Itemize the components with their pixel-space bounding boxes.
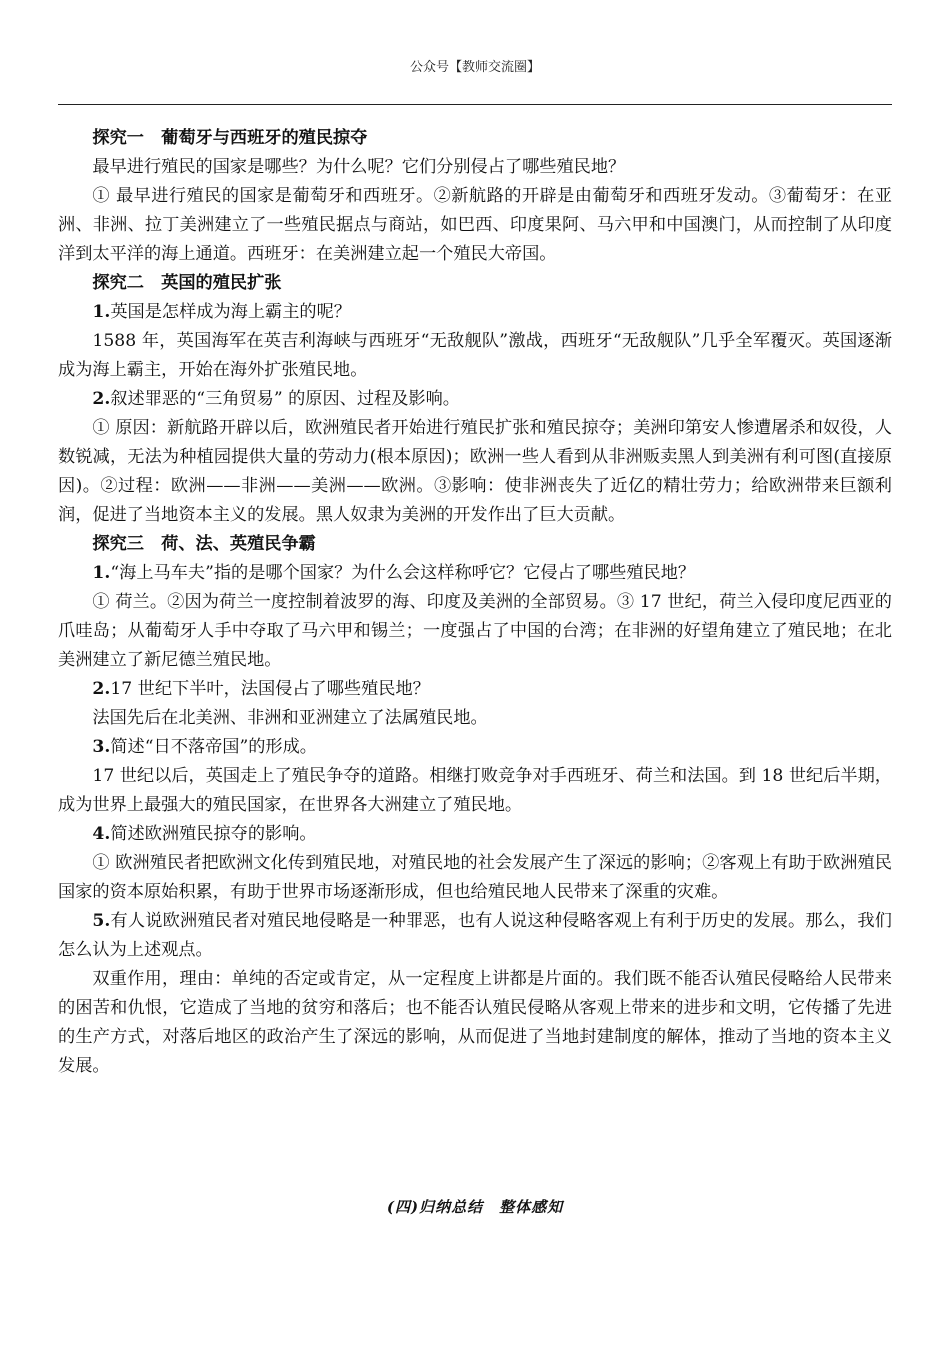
question-text: 英国是怎样成为海上霸主的呢？ [110,302,351,322]
question-number: 5. [92,911,111,931]
question-number: 3. [92,737,111,757]
header-divider [58,104,892,105]
question-number: 2. [92,679,111,699]
question-number: 1. [92,302,111,322]
question-text: 17 世纪下半叶，法国侵占了哪些殖民地？ [110,679,430,699]
section-title: 探究一 葡萄牙与西班牙的殖民掠夺 [92,128,368,148]
question-number: 1. [92,563,111,583]
answer: ① 原因：新航路开辟以后，欧洲殖民者开始进行殖民扩张和殖民掠夺；美洲印第安人惨遭屠杀和奴役，人数锐减，无法为种植园提供大量的劳动力(根本原因)；欧洲一些人看到从非洲贩卖黑人到美洲有利可图(直接原因)。②过程：欧洲——非洲——美洲——欧洲。③影响：使非洲丧失了近亿的精壮劳力；给欧洲带来巨额利润，促进了当地资本主义的发展。黑人奴隶为美洲的开发作出了巨大贡献。 [58,418,892,525]
answer: ① 荷兰。②因为荷兰一度控制着波罗的海、印度及美洲的全部贸易。③ 17 世纪，荷兰入侵印度尼西亚的爪哇岛；从葡萄牙人手中夺取了马六甲和锡兰；一度强占了中国的台湾；在非洲的好望角建立了殖民地；在北美洲建立了新尼德兰殖民地。 [58,592,892,670]
page-header: 公众号【教师交流圈】 [409,60,540,75]
question-text: 叙述罪恶的“三角贸易” 的原因、过程及影响。 [110,389,460,409]
answer: 17 世纪以后，英国走上了殖民争夺的道路。相继打败竞争对手西班牙、荷兰和法国。到 18 世纪后半期，成为世界上最强大的殖民国家，在世界各大洲建立了殖民地。 [58,766,892,815]
question-text: 简述欧洲殖民掠夺的影响。 [110,824,317,844]
question [58,820,892,849]
answer: 双重作用，理由：单纯的否定或肯定，从一定程度上讲都是片面的。我们既不能否认殖民侵略给人民带来的困苦和仇恨，它造成了当地的贫穷和落后；也不能否认殖民侵略从客观上带来的进步和文明，它传播了先进的生产方式，对落后地区的政治产生了深远的影响，从而促进了当地封建制度的解体，推动了当地的资本主义发展。 [58,969,892,1076]
answer: 1588 年，英国海军在英吉利海峡与西班牙“无敌舰队”激战，西班牙“无敌舰队”几乎全军覆灭。英国逐渐成为海上霸主，开始在海外扩张殖民地。 [58,331,892,380]
question-text: “海上马车夫”指的是哪个国家？为什么会这样称呼它？它侵占了哪些殖民地？ [110,563,696,583]
question [58,675,892,704]
question-number: 2. [92,389,111,409]
answer: ① 欧洲殖民者把欧洲文化传到殖民地，对殖民地的社会发展产生了深远的影响；②客观上有助于欧洲殖民国家的资本原始积累，有助于世界市场逐渐形成，但也给殖民地人民带来了深重的灾难。 [58,853,892,902]
question [58,733,892,762]
question-text: 有人说欧洲殖民者对殖民地侵略是一种罪恶，也有人说这种侵略客观上有利于历史的发展。那么，我们怎么认为上述观点。 [58,911,892,960]
question-number: 4. [92,824,111,844]
answer: 法国先后在北美洲、非洲和亚洲建立了法属殖民地。 [92,708,488,728]
question [58,153,892,182]
document-body [58,124,892,1081]
section-heading-summary: (四)归纳总结 整体感知 [386,1198,564,1216]
question [58,385,892,414]
question-text: 最早进行殖民的国家是哪些？为什么呢？它们分别侵占了哪些殖民地？ [92,157,626,177]
answer: ① 最早进行殖民的国家是葡萄牙和西班牙。②新航路的开辟是由葡萄牙和西班牙发动。③葡萄牙：在亚洲、非洲、拉丁美洲建立了一些殖民据点与商站，如巴西、印度果阿、马六甲和中国澳门，从而控制了从印度洋到太平洋的海上通道。西班牙：在美洲建立起一个殖民大帝国。 [58,186,892,264]
question [58,298,892,327]
question [58,559,892,588]
question [58,907,892,965]
section-title: 探究二 英国的殖民扩张 [92,273,282,293]
section-title: 探究三 荷、法、英殖民争霸 [92,534,316,554]
question-text: 简述“日不落帝国”的形成。 [110,737,317,757]
